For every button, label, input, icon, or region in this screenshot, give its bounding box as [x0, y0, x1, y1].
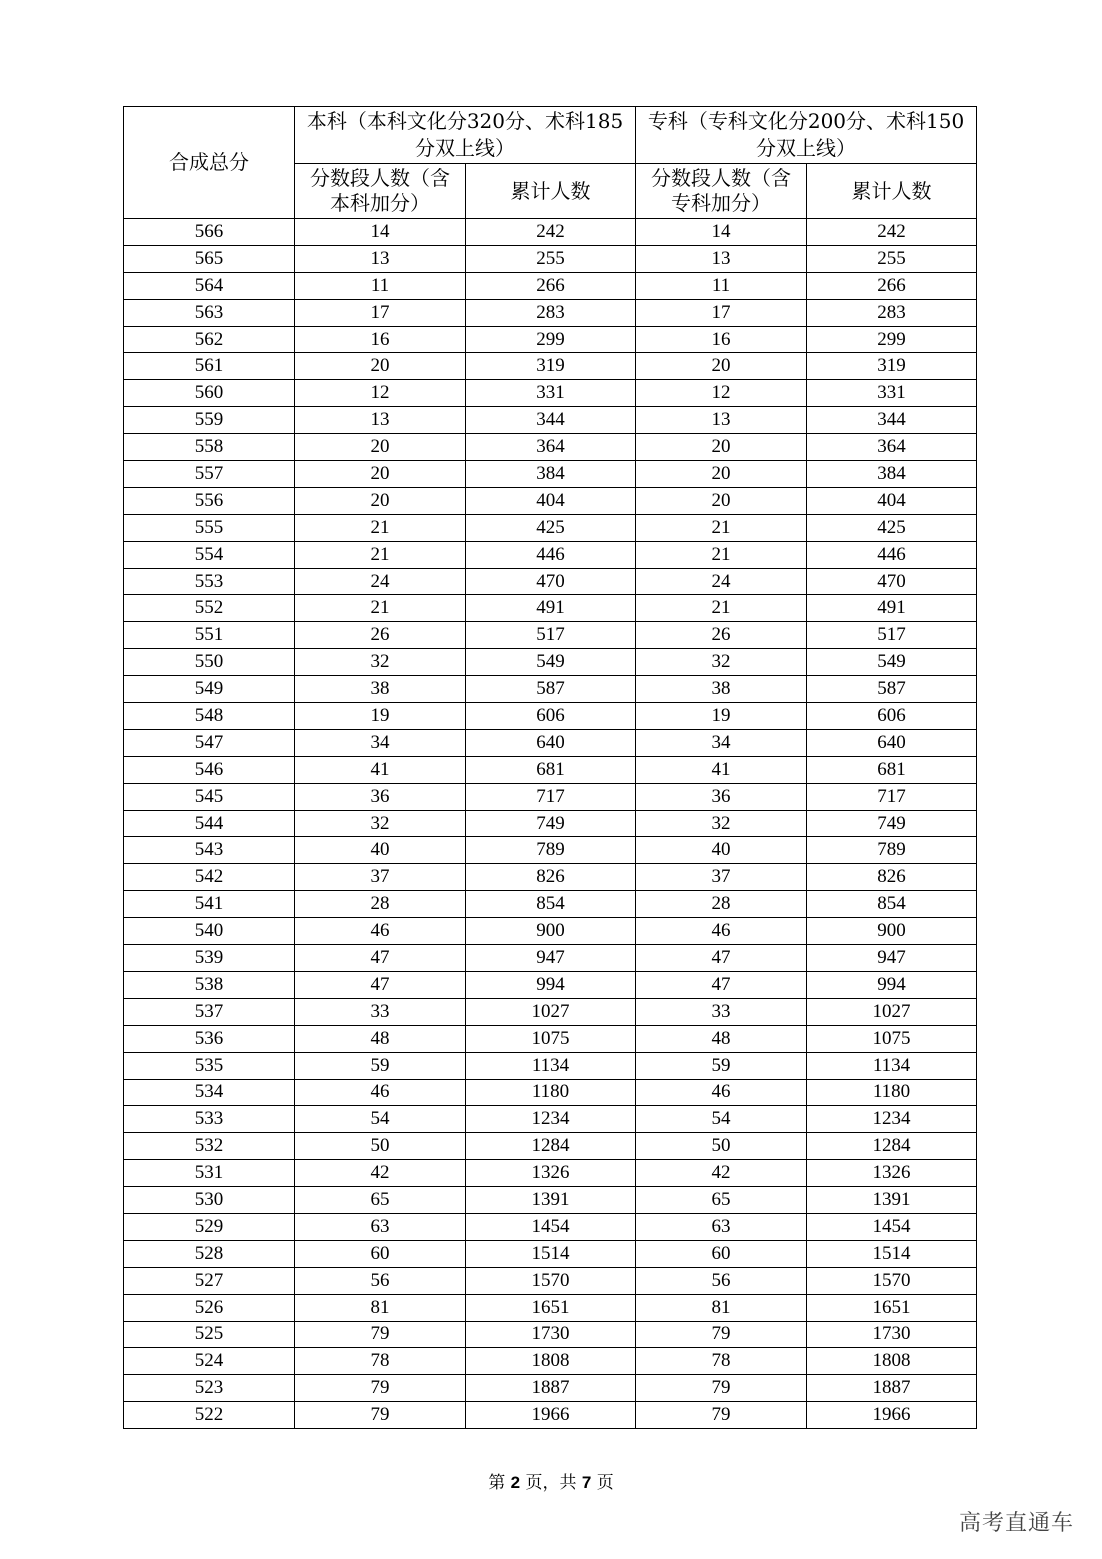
cell-total-score: 534 — [124, 1079, 295, 1106]
cell-total-score: 546 — [124, 756, 295, 783]
cell-total-score: 544 — [124, 810, 295, 837]
cell-junior-segment: 59 — [636, 1052, 807, 1079]
cell-undergrad-segment: 47 — [295, 945, 466, 972]
table-row — [124, 837, 977, 864]
cell-total-score: 528 — [124, 1240, 295, 1267]
table-row — [124, 1348, 977, 1375]
cell-total-score: 529 — [124, 1213, 295, 1240]
table-row — [124, 353, 977, 380]
cell-junior-segment: 48 — [636, 1025, 807, 1052]
cell-total-score: 565 — [124, 245, 295, 272]
cell-undergrad-segment: 13 — [295, 245, 466, 272]
cell-junior-cumulative: 1730 — [807, 1321, 977, 1348]
cell-undergrad-cumulative: 1454 — [466, 1213, 636, 1240]
cell-junior-cumulative: 1454 — [807, 1213, 977, 1240]
table-row — [124, 326, 977, 353]
table-row — [124, 407, 977, 434]
cell-undergrad-segment: 47 — [295, 971, 466, 998]
cell-undergrad-segment: 26 — [295, 622, 466, 649]
cell-junior-segment: 63 — [636, 1213, 807, 1240]
table-row — [124, 864, 977, 891]
cell-undergrad-segment: 17 — [295, 299, 466, 326]
cell-junior-segment: 26 — [636, 622, 807, 649]
table-row — [124, 1106, 977, 1133]
cell-undergrad-cumulative: 681 — [466, 756, 636, 783]
cell-undergrad-segment: 14 — [295, 219, 466, 246]
cell-undergrad-cumulative: 470 — [466, 568, 636, 595]
cell-junior-segment: 42 — [636, 1160, 807, 1187]
cell-undergrad-cumulative: 1651 — [466, 1294, 636, 1321]
cell-junior-segment: 19 — [636, 703, 807, 730]
cell-undergrad-segment: 56 — [295, 1267, 466, 1294]
cell-total-score: 552 — [124, 595, 295, 622]
cell-total-score: 566 — [124, 219, 295, 246]
cell-junior-segment: 78 — [636, 1348, 807, 1375]
cell-total-score: 537 — [124, 998, 295, 1025]
cell-junior-segment: 40 — [636, 837, 807, 864]
cell-undergrad-cumulative: 283 — [466, 299, 636, 326]
cell-undergrad-segment: 32 — [295, 810, 466, 837]
cell-junior-segment: 20 — [636, 487, 807, 514]
score-distribution-table — [123, 106, 977, 1429]
table-row — [124, 1079, 977, 1106]
cell-total-score: 547 — [124, 729, 295, 756]
cell-junior-segment: 20 — [636, 461, 807, 488]
footer-page-number: 2 — [510, 1473, 521, 1492]
cell-undergrad-segment: 59 — [295, 1052, 466, 1079]
table-row — [124, 1267, 977, 1294]
cell-undergrad-segment: 79 — [295, 1402, 466, 1429]
cell-total-score: 536 — [124, 1025, 295, 1052]
table-row — [124, 945, 977, 972]
cell-junior-segment: 79 — [636, 1375, 807, 1402]
table-row — [124, 1213, 977, 1240]
table-row — [124, 541, 977, 568]
cell-junior-cumulative: 446 — [807, 541, 977, 568]
cell-junior-cumulative: 947 — [807, 945, 977, 972]
header-total-score: 合成总分 — [124, 107, 295, 219]
cell-undergrad-cumulative: 1075 — [466, 1025, 636, 1052]
cell-total-score: 557 — [124, 461, 295, 488]
cell-junior-cumulative: 681 — [807, 756, 977, 783]
cell-undergrad-cumulative: 1730 — [466, 1321, 636, 1348]
cell-junior-cumulative: 606 — [807, 703, 977, 730]
cell-total-score: 531 — [124, 1160, 295, 1187]
cell-undergrad-segment: 16 — [295, 326, 466, 353]
cell-undergrad-cumulative: 717 — [466, 783, 636, 810]
cell-junior-cumulative: 470 — [807, 568, 977, 595]
cell-junior-cumulative: 1966 — [807, 1402, 977, 1429]
table-row — [124, 1321, 977, 1348]
cell-junior-segment: 54 — [636, 1106, 807, 1133]
cell-junior-cumulative: 640 — [807, 729, 977, 756]
cell-junior-cumulative: 404 — [807, 487, 977, 514]
cell-undergrad-segment: 21 — [295, 541, 466, 568]
cell-junior-segment: 17 — [636, 299, 807, 326]
cell-junior-cumulative: 344 — [807, 407, 977, 434]
cell-undergrad-cumulative: 425 — [466, 514, 636, 541]
cell-junior-segment: 28 — [636, 891, 807, 918]
cell-undergrad-cumulative: 1514 — [466, 1240, 636, 1267]
cell-total-score: 545 — [124, 783, 295, 810]
cell-undergrad-segment: 46 — [295, 1079, 466, 1106]
cell-undergrad-segment: 60 — [295, 1240, 466, 1267]
cell-junior-cumulative: 717 — [807, 783, 977, 810]
cell-total-score: 535 — [124, 1052, 295, 1079]
cell-undergrad-segment: 20 — [295, 353, 466, 380]
cell-total-score: 538 — [124, 971, 295, 998]
cell-undergrad-segment: 54 — [295, 1106, 466, 1133]
cell-junior-cumulative: 1651 — [807, 1294, 977, 1321]
cell-total-score: 530 — [124, 1187, 295, 1214]
cell-undergrad-cumulative: 1180 — [466, 1079, 636, 1106]
cell-junior-segment: 13 — [636, 407, 807, 434]
cell-undergrad-cumulative: 1134 — [466, 1052, 636, 1079]
table-row — [124, 998, 977, 1025]
cell-total-score: 548 — [124, 703, 295, 730]
cell-junior-segment: 14 — [636, 219, 807, 246]
cell-junior-segment: 47 — [636, 945, 807, 972]
cell-junior-segment: 56 — [636, 1267, 807, 1294]
header-row-top — [124, 107, 977, 164]
cell-undergrad-segment: 33 — [295, 998, 466, 1025]
table-row — [124, 245, 977, 272]
cell-total-score: 551 — [124, 622, 295, 649]
cell-undergrad-cumulative: 1326 — [466, 1160, 636, 1187]
cell-total-score: 549 — [124, 676, 295, 703]
cell-total-score: 527 — [124, 1267, 295, 1294]
cell-total-score: 558 — [124, 434, 295, 461]
cell-junior-segment: 46 — [636, 918, 807, 945]
cell-undergrad-segment: 12 — [295, 380, 466, 407]
table-row — [124, 299, 977, 326]
table-row — [124, 219, 977, 246]
cell-undergrad-cumulative: 404 — [466, 487, 636, 514]
cell-undergrad-segment: 21 — [295, 514, 466, 541]
cell-junior-segment: 24 — [636, 568, 807, 595]
cell-undergrad-cumulative: 1966 — [466, 1402, 636, 1429]
table-row — [124, 703, 977, 730]
header-undergrad-segment: 分数段人数（含本科加分） — [295, 164, 466, 219]
table-row — [124, 783, 977, 810]
cell-junior-segment: 46 — [636, 1079, 807, 1106]
header-undergrad-group: 本科（本科文化分320分、术科185分双上线） — [295, 107, 636, 164]
table-row — [124, 568, 977, 595]
cell-undergrad-segment: 21 — [295, 595, 466, 622]
header-junior-group: 专科（专科文化分200分、术科150分双上线） — [636, 107, 977, 164]
table-row — [124, 971, 977, 998]
cell-junior-cumulative: 587 — [807, 676, 977, 703]
cell-total-score: 561 — [124, 353, 295, 380]
cell-junior-cumulative: 1514 — [807, 1240, 977, 1267]
cell-total-score: 541 — [124, 891, 295, 918]
cell-junior-segment: 21 — [636, 541, 807, 568]
cell-undergrad-segment: 36 — [295, 783, 466, 810]
cell-undergrad-segment: 63 — [295, 1213, 466, 1240]
cell-junior-segment: 41 — [636, 756, 807, 783]
cell-junior-cumulative: 1391 — [807, 1187, 977, 1214]
cell-undergrad-segment: 34 — [295, 729, 466, 756]
cell-undergrad-cumulative: 994 — [466, 971, 636, 998]
cell-undergrad-segment: 46 — [295, 918, 466, 945]
table-row — [124, 1375, 977, 1402]
cell-junior-segment: 47 — [636, 971, 807, 998]
cell-total-score: 562 — [124, 326, 295, 353]
table-row — [124, 595, 977, 622]
table-row — [124, 1052, 977, 1079]
cell-junior-segment: 11 — [636, 272, 807, 299]
cell-undergrad-cumulative: 826 — [466, 864, 636, 891]
cell-junior-cumulative: 900 — [807, 918, 977, 945]
cell-undergrad-segment: 79 — [295, 1375, 466, 1402]
cell-undergrad-cumulative: 1887 — [466, 1375, 636, 1402]
cell-undergrad-segment: 41 — [295, 756, 466, 783]
cell-junior-cumulative: 549 — [807, 649, 977, 676]
cell-total-score: 550 — [124, 649, 295, 676]
cell-junior-segment: 79 — [636, 1402, 807, 1429]
cell-total-score: 555 — [124, 514, 295, 541]
cell-junior-cumulative: 994 — [807, 971, 977, 998]
cell-undergrad-cumulative: 491 — [466, 595, 636, 622]
cell-total-score: 539 — [124, 945, 295, 972]
cell-junior-cumulative: 1134 — [807, 1052, 977, 1079]
cell-junior-cumulative: 1284 — [807, 1133, 977, 1160]
cell-junior-segment: 21 — [636, 595, 807, 622]
cell-junior-cumulative: 331 — [807, 380, 977, 407]
cell-total-score: 525 — [124, 1321, 295, 1348]
cell-junior-segment: 20 — [636, 353, 807, 380]
table-row — [124, 1294, 977, 1321]
cell-undergrad-cumulative: 255 — [466, 245, 636, 272]
table-row — [124, 1025, 977, 1052]
cell-undergrad-segment: 79 — [295, 1321, 466, 1348]
cell-junior-cumulative: 242 — [807, 219, 977, 246]
cell-total-score: 540 — [124, 918, 295, 945]
cell-undergrad-cumulative: 331 — [466, 380, 636, 407]
cell-total-score: 533 — [124, 1106, 295, 1133]
table-row — [124, 461, 977, 488]
page-footer — [0, 1468, 1102, 1493]
cell-undergrad-cumulative: 606 — [466, 703, 636, 730]
cell-undergrad-cumulative: 947 — [466, 945, 636, 972]
table-row — [124, 380, 977, 407]
table-row — [124, 1240, 977, 1267]
table-row — [124, 810, 977, 837]
cell-total-score: 564 — [124, 272, 295, 299]
cell-undergrad-cumulative: 1027 — [466, 998, 636, 1025]
cell-undergrad-cumulative: 1808 — [466, 1348, 636, 1375]
table-row — [124, 272, 977, 299]
cell-total-score: 522 — [124, 1402, 295, 1429]
cell-total-score: 559 — [124, 407, 295, 434]
footer-total-pages: 7 — [581, 1473, 592, 1492]
cell-junior-cumulative: 1234 — [807, 1106, 977, 1133]
table-row — [124, 1160, 977, 1187]
cell-junior-cumulative: 425 — [807, 514, 977, 541]
cell-undergrad-segment: 32 — [295, 649, 466, 676]
cell-junior-cumulative: 1326 — [807, 1160, 977, 1187]
header-undergrad-cumulative: 累计人数 — [466, 164, 636, 219]
cell-junior-segment: 33 — [636, 998, 807, 1025]
cell-junior-cumulative: 1027 — [807, 998, 977, 1025]
cell-total-score: 553 — [124, 568, 295, 595]
cell-junior-segment: 50 — [636, 1133, 807, 1160]
cell-undergrad-segment: 37 — [295, 864, 466, 891]
cell-junior-cumulative: 826 — [807, 864, 977, 891]
cell-total-score: 532 — [124, 1133, 295, 1160]
cell-junior-segment: 37 — [636, 864, 807, 891]
cell-undergrad-cumulative: 1284 — [466, 1133, 636, 1160]
table-row — [124, 622, 977, 649]
table-row — [124, 434, 977, 461]
cell-junior-segment: 13 — [636, 245, 807, 272]
cell-junior-cumulative: 1887 — [807, 1375, 977, 1402]
header-junior-cumulative: 累计人数 — [807, 164, 977, 219]
cell-total-score: 523 — [124, 1375, 295, 1402]
cell-undergrad-cumulative: 242 — [466, 219, 636, 246]
cell-junior-segment: 32 — [636, 649, 807, 676]
cell-junior-segment: 81 — [636, 1294, 807, 1321]
cell-junior-cumulative: 1570 — [807, 1267, 977, 1294]
cell-junior-cumulative: 1808 — [807, 1348, 977, 1375]
cell-junior-cumulative: 384 — [807, 461, 977, 488]
cell-total-score: 524 — [124, 1348, 295, 1375]
cell-undergrad-segment: 20 — [295, 434, 466, 461]
cell-total-score: 526 — [124, 1294, 295, 1321]
cell-undergrad-segment: 28 — [295, 891, 466, 918]
cell-undergrad-cumulative: 319 — [466, 353, 636, 380]
cell-undergrad-segment: 40 — [295, 837, 466, 864]
cell-undergrad-segment: 50 — [295, 1133, 466, 1160]
table-row — [124, 676, 977, 703]
cell-junior-segment: 12 — [636, 380, 807, 407]
cell-junior-segment: 65 — [636, 1187, 807, 1214]
cell-undergrad-cumulative: 384 — [466, 461, 636, 488]
cell-undergrad-cumulative: 587 — [466, 676, 636, 703]
cell-junior-cumulative: 491 — [807, 595, 977, 622]
cell-undergrad-cumulative: 1570 — [466, 1267, 636, 1294]
cell-junior-segment: 32 — [636, 810, 807, 837]
cell-junior-cumulative: 1075 — [807, 1025, 977, 1052]
table-row — [124, 1187, 977, 1214]
cell-junior-segment: 38 — [636, 676, 807, 703]
cell-junior-segment: 20 — [636, 434, 807, 461]
cell-undergrad-cumulative: 299 — [466, 326, 636, 353]
cell-undergrad-segment: 65 — [295, 1187, 466, 1214]
table-row — [124, 1133, 977, 1160]
table-row — [124, 649, 977, 676]
table-row — [124, 1402, 977, 1429]
cell-junior-cumulative: 789 — [807, 837, 977, 864]
cell-undergrad-cumulative: 344 — [466, 407, 636, 434]
cell-undergrad-cumulative: 1391 — [466, 1187, 636, 1214]
cell-junior-segment: 21 — [636, 514, 807, 541]
cell-undergrad-segment: 81 — [295, 1294, 466, 1321]
cell-undergrad-segment: 11 — [295, 272, 466, 299]
cell-junior-cumulative: 1180 — [807, 1079, 977, 1106]
cell-undergrad-cumulative: 640 — [466, 729, 636, 756]
cell-undergrad-segment: 20 — [295, 461, 466, 488]
table-row — [124, 729, 977, 756]
cell-total-score: 560 — [124, 380, 295, 407]
cell-undergrad-segment: 78 — [295, 1348, 466, 1375]
cell-undergrad-segment: 38 — [295, 676, 466, 703]
cell-junior-segment: 34 — [636, 729, 807, 756]
cell-junior-cumulative: 364 — [807, 434, 977, 461]
cell-undergrad-cumulative: 549 — [466, 649, 636, 676]
cell-undergrad-segment: 20 — [295, 487, 466, 514]
table-row — [124, 487, 977, 514]
cell-undergrad-cumulative: 1234 — [466, 1106, 636, 1133]
cell-junior-cumulative: 266 — [807, 272, 977, 299]
cell-total-score: 556 — [124, 487, 295, 514]
cell-junior-cumulative: 299 — [807, 326, 977, 353]
table-body — [124, 219, 977, 1429]
cell-undergrad-cumulative: 446 — [466, 541, 636, 568]
cell-junior-segment: 79 — [636, 1321, 807, 1348]
cell-total-score: 543 — [124, 837, 295, 864]
header-junior-segment: 分数段人数（含专科加分） — [636, 164, 807, 219]
cell-junior-cumulative: 854 — [807, 891, 977, 918]
cell-undergrad-segment: 42 — [295, 1160, 466, 1187]
cell-undergrad-cumulative: 789 — [466, 837, 636, 864]
table-row — [124, 891, 977, 918]
cell-junior-cumulative: 319 — [807, 353, 977, 380]
cell-junior-cumulative: 749 — [807, 810, 977, 837]
watermark: 高考直通车 — [958, 1511, 1074, 1536]
footer-prefix: 第 — [488, 1473, 506, 1493]
cell-total-score: 554 — [124, 541, 295, 568]
footer-suffix: 页 — [596, 1473, 614, 1493]
table-row — [124, 514, 977, 541]
table-row — [124, 918, 977, 945]
cell-junior-segment: 36 — [636, 783, 807, 810]
footer-middle: 页，共 — [525, 1473, 577, 1493]
cell-junior-segment: 16 — [636, 326, 807, 353]
cell-undergrad-segment: 13 — [295, 407, 466, 434]
cell-undergrad-segment: 24 — [295, 568, 466, 595]
cell-undergrad-segment: 48 — [295, 1025, 466, 1052]
cell-undergrad-cumulative: 749 — [466, 810, 636, 837]
cell-undergrad-cumulative: 266 — [466, 272, 636, 299]
cell-junior-cumulative: 255 — [807, 245, 977, 272]
table-row — [124, 756, 977, 783]
cell-undergrad-cumulative: 364 — [466, 434, 636, 461]
cell-junior-cumulative: 517 — [807, 622, 977, 649]
cell-undergrad-cumulative: 517 — [466, 622, 636, 649]
cell-total-score: 542 — [124, 864, 295, 891]
cell-undergrad-cumulative: 854 — [466, 891, 636, 918]
cell-junior-cumulative: 283 — [807, 299, 977, 326]
cell-junior-segment: 60 — [636, 1240, 807, 1267]
cell-undergrad-cumulative: 900 — [466, 918, 636, 945]
cell-undergrad-segment: 19 — [295, 703, 466, 730]
cell-total-score: 563 — [124, 299, 295, 326]
